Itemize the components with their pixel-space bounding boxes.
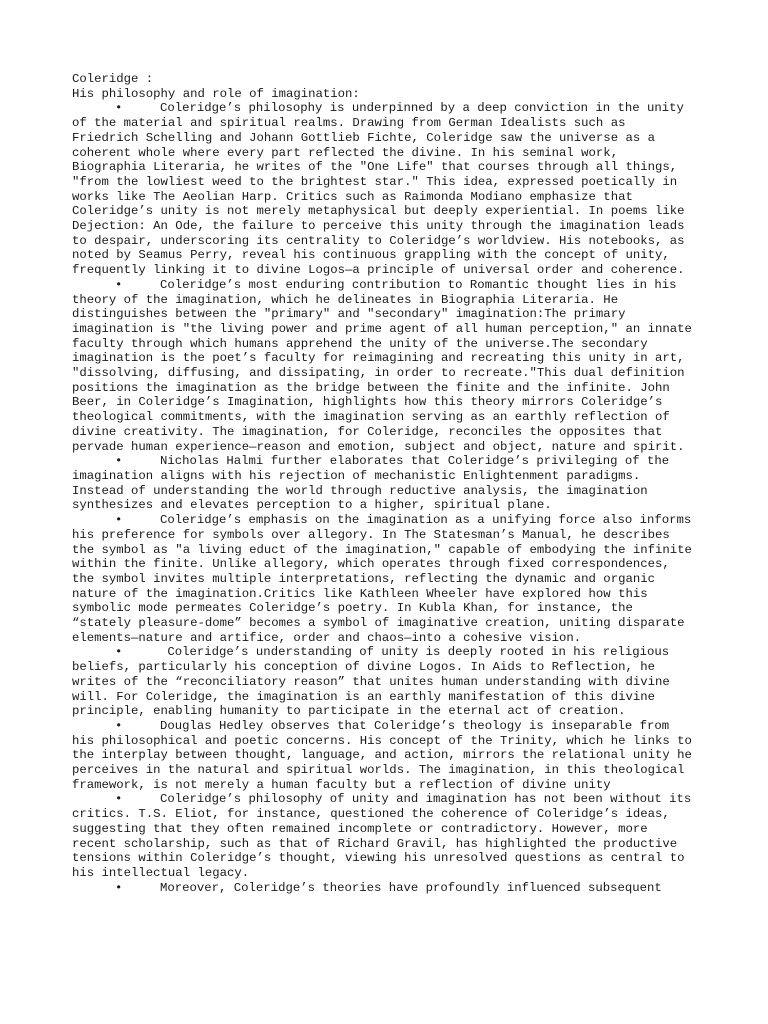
paragraph-text: Coleridge’s philosophy of unity and imagination has not been without its critics. T.S. Eliot, for instance, questioned the coherence of Coleridge’s ideas, suggesting that they often remained incomplete or contradictory. However, more recent scholarship, such as that of Richard Gravil, has highlighted the productive tensions within Coleridge’s thought, viewing his unresolved questions as central to his intellectual legacy.: [72, 792, 692, 880]
bullet-icon: •: [115, 645, 123, 660]
paragraph-text: Nicholas Halmi further elaborates that Coleridge’s privileging of the imagination aligns with his rejection of mechanistic Enlightenment paradigms. Instead of understanding the world through reductive analysis, the imagination synthesizes and elevates perception to a higher, spiritual plane.: [72, 454, 670, 513]
bullet-icon: •: [115, 277, 123, 292]
document-page: [72, 72, 696, 895]
paragraph-text: Coleridge’s most enduring contribution to Romantic thought lies in his theory of the imagination, which he delineates in Biographia Literaria. He distinguishes between the "primary" and "secondary" imagination:The primary imagination is "the living power and prime agent of all human perception," an innate faculty through which humans apprehend the unity of the universe.The secondary imagination is the poet’s faculty for reimagining and recreating this unity in art, "dissolving, diffusing, and dissipating, in order to recreate."This dual definition positions the imagination as the bridge between the finite and the infinite. John Beer, in Coleridge’s Imagination, highlights how this theory mirrors Coleridge’s theological commitments, with the imagination serving as an earthly reflection of divine creativity. The imagination, for Coleridge, reconciles the opposites that pervade human experience—reason and emotion, subject and object, nature and spirit.: [72, 277, 692, 454]
paragraph-text: Coleridge’s understanding of unity is deeply rooted in his religious beliefs, particularly his conception of divine Logos. In Aids to Reflection, he writes of the “reconciliatory reason” that unites human understanding with divine will. For Coleridge, the imagination is an earthly manifestation of this divine principle, enabling humanity to participate in the eternal act of creation.: [72, 645, 670, 719]
bullet-paragraph-5: [72, 645, 696, 719]
bullet-icon: •: [115, 718, 123, 733]
bullet-paragraph-4: [72, 513, 696, 645]
bullet-icon: •: [115, 513, 123, 528]
paragraph-text: Douglas Hedley observes that Coleridge’s theology is inseparable from his philosophical and poetic concerns. His concept of the Trinity, which he links to the interplay between thought, language, and action, mirrors the relational unity he perceives in the natural and spiritual worlds. The imagination, in this theological framework, is not merely a human faculty but a reflection of divine unity: [72, 718, 692, 792]
bullet-paragraph-1: [72, 101, 696, 277]
document-heading: Coleridge :: [72, 72, 154, 86]
paragraph-text: Moreover, Coleridge’s theories have profoundly influenced subsequent: [160, 880, 662, 895]
bullet-paragraph-6: [72, 719, 696, 793]
bullet-icon: •: [115, 101, 123, 116]
bullet-icon: •: [115, 792, 123, 807]
bullet-paragraph-7: [72, 792, 696, 880]
paragraph-text: Coleridge’s philosophy is underpinned by a deep conviction in the unity of the material and spiritual realms. Drawing from German Idealists such as Friedrich Schelling and Johann Gottlieb Fichte, Coleridge saw the universe as a coherent whole where every part reflected the divine. In his seminal work, Biographia Literaria, he writes of the "One Life" that courses through all things, "from the lowliest weed to the brightest star." This idea, expressed poetically in works like The Aeolian Harp. Critics such as Raimonda Modiano emphasize that Coleridge’s unity is not merely metaphysical but deeply experiential. In poems like Dejection: An Ode, the failure to perceive this unity through the imagination leads to despair, underscoring its centrality to Coleridge’s worldview. His notebooks, as noted by Seamus Perry, reveal his continuous grappling with the concept of unity, frequently linking it to divine Logos—a principle of universal order and coherence.: [72, 101, 685, 278]
bullet-paragraph-8: [72, 881, 696, 896]
bullet-icon: •: [115, 454, 123, 469]
document-subheading: His philosophy and role of imagination:: [72, 86, 360, 101]
bullet-paragraph-2: [72, 278, 696, 454]
paragraph-text: Coleridge’s emphasis on the imagination as a unifying force also informs his preference for symbols over allegory. In The Statesman’s Manual, he describes the symbol as "a living educt of the imagination," capable of embodying the infinite within the finite. Unlike allegory, which operates through fixed correspondences, the symbol invites multiple interpretations, reflecting the dynamic and organic nature of the imagination.Critics like Kathleen Wheeler have explored how this symbolic mode permeates Coleridge’s poetry. In Kubla Khan, for instance, the “stately pleasure-dome” becomes a symbol of imaginative creation, uniting disparate elements—nature and artifice, order and chaos—into a cohesive vision.: [72, 513, 692, 645]
bullet-paragraph-3: [72, 454, 696, 513]
bullet-icon: •: [115, 880, 123, 895]
